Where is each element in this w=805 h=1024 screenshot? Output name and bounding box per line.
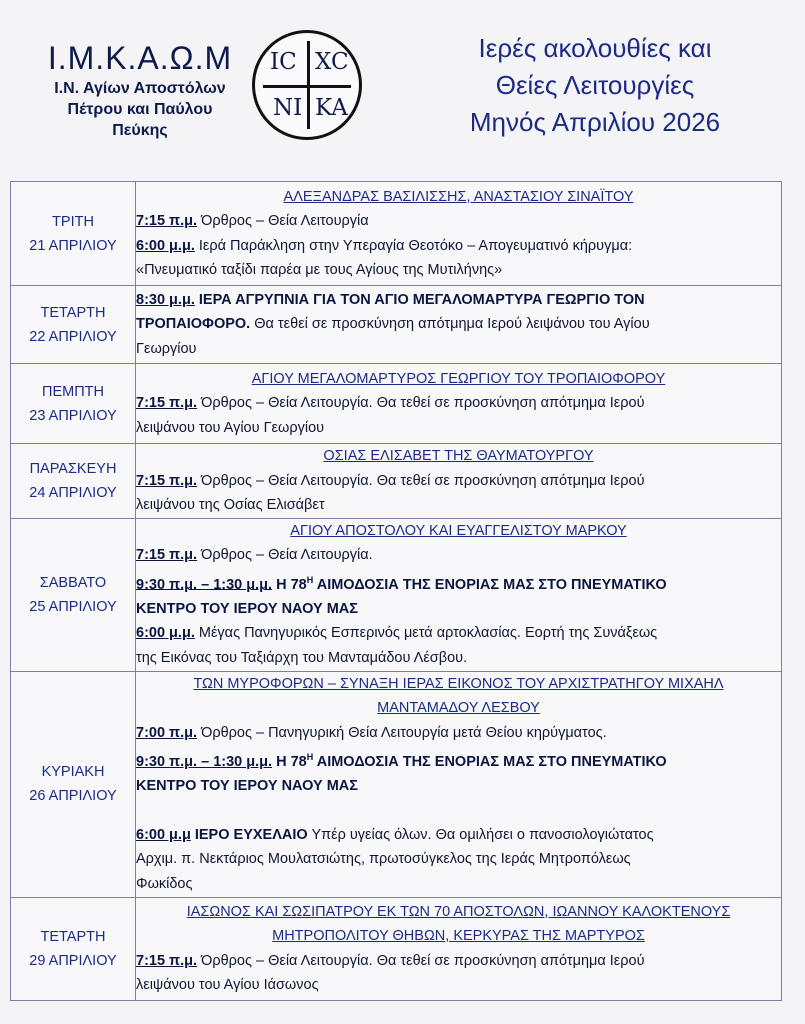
service-title-continued: ΚΕΝΤΡΟ ΤΟΥ ΙΕΡΟΥ ΝΑΟΥ ΜΑΣ [136,600,358,617]
table-row [11,444,782,519]
service-entry [136,543,781,568]
title-line-2: Θείες Λειτουργίες [495,70,695,100]
service-text-continued: της Εικόνας του Ταξιάρχη του Μανταμάδου Λέσβου. [136,649,468,666]
weekday: ΤΕΤΑΡΤΗ [40,304,106,321]
service-time: 9:30 π.μ. – 1:30 μ.μ. [136,753,273,770]
service-text: Θα τεθεί σε προσκύνηση απότμημα Ιερού λειψάνου του Αγίου [250,316,650,333]
weekday: ΤΕΤΑΡΤΗ [40,928,106,945]
service-time: 6:00 μ.μ. [136,237,195,254]
feast-title: ΑΓΙΟΥ ΑΠΟΣΤΟΛΟΥ ΚΑΙ ΕΥΑΓΓΕΛΙΣΤΟΥ ΜΑΡΚΟΥ [290,522,627,539]
service-time: 7:15 π.μ. [136,472,198,489]
services-schedule-table [10,181,782,1001]
ic-xc-nika-seal-icon [252,30,362,140]
date: 21 ΑΠΡΙΛΙΟΥ [29,237,117,254]
seal-text-bottom-left: NI [273,95,303,121]
parish-location: Πεύκης [112,122,168,139]
service-entry [136,949,781,974]
date: 29 ΑΠΡΙΛΙΟΥ [29,952,117,969]
seal-cross-horizontal [263,85,351,88]
feast-title: ΤΩΝ ΜΥΡΟΦΟΡΩΝ – ΣΥΝΑΞΗ ΙΕΡΑΣ ΕΙΚΟΝΟΣ ΤΟΥ ΑΡΧΙΣΤΡΑΤΗΓΟΥ ΜΙΧΑΗΛ [193,675,724,692]
day-cell [11,286,136,364]
table-row [11,671,782,897]
organization-acronym: Ι.Μ.Κ.Α.Ω.Μ [47,40,233,76]
service-title: ΑΙΜΟΔΟΣΙΑ ΤΗΣ ΕΝΟΡΙΑΣ ΜΑΣ ΣΤΟ ΠΝΕΥΜΑΤΙΚΟ [313,576,667,593]
service-text-continued: λειψάνου του Αγίου Γεωργίου [136,419,325,436]
service-time: 6:00 μ.μ. [136,625,195,642]
service-entry [136,209,781,234]
day-cell [11,182,136,286]
service-entry [136,823,781,848]
weekday: ΠΕΜΠΤΗ [41,383,105,400]
organization-block [20,38,260,141]
services-cell [136,444,782,519]
service-entry-continued [136,312,781,337]
services-cell [136,364,782,444]
day-cell [11,671,136,897]
service-title: ΙΕΡΑ ΑΓΡΥΠΝΙΑ ΓΙΑ ΤΟΝ ΑΓΙΟ ΜΕΓΑΛΟΜΑΡΤΥΡΑ ΓΕΩΡΓΙΟ ΤΟΝ [194,291,645,308]
service-text: Όρθρος – Θεία Λειτουργία. Θα τεθεί σε προσκύνηση απότμημα Ιερού [197,472,645,489]
service-text-continued: λειψάνου του Αγίου Ιάσωνος [136,977,319,993]
service-title-continued: ΤΡΟΠΑΙΟΦΟΡΟ. [136,316,251,333]
ordinal-superscript: Η [306,574,314,585]
service-text-continued: Γεωργίου [136,340,197,357]
services-cell [136,518,782,671]
service-time: 9:30 π.μ. – 1:30 μ.μ. [136,576,273,593]
title-line-3: Μηνός Απριλίου 2026 [469,107,721,137]
table-row [11,182,782,286]
feast-title: ΟΣΙΑΣ ΕΛΙΣΑΒΕΤ ΤΗΣ ΘΑΥΜΑΤΟΥΡΓΟΥ [323,448,594,464]
service-text: Όρθρος – Θεία Λειτουργία. Θα τεθεί σε προσκύνηση απότμημα Ιερού [197,395,645,412]
service-entry [136,568,781,597]
service-entry [136,721,781,746]
service-entry [136,469,781,494]
services-cell [136,897,782,1000]
service-text-continued: «Πνευματικό ταξίδι παρέα με τους Αγίους της Μυτιλήνης» [136,262,503,278]
blank-line [136,799,781,823]
weekday: ΣΑΒΒΑΤΟ [39,574,107,591]
service-text: Όρθρος – Πανηγυρική Θεία Λειτουργία μετά Θείου κηρύγματος. [197,724,607,741]
service-entry [136,234,781,259]
parish-name-line-2: Πέτρου και Παύλου [67,101,213,118]
date: 26 ΑΠΡΙΛΙΟΥ [29,788,117,804]
service-title: ΑΙΜΟΔΟΣΙΑ ΤΗΣ ΕΝΟΡΙΑΣ ΜΑΣ ΣΤΟ ΠΝΕΥΜΑΤΙΚΟ [313,753,667,770]
weekday: ΤΡΙΤΗ [52,213,94,230]
seal-text-bottom-right: KA [315,95,348,121]
page-header [0,0,805,170]
service-text-continued: λειψάνου της Οσίας Ελισάβετ [136,497,325,513]
service-entry [136,391,781,416]
services-cell [136,182,782,286]
services-cell [136,286,782,364]
title-line-1: Ιερές ακολουθίες και [478,33,712,63]
feast-title: ΑΛΕΞΑΝΔΡΑΣ ΒΑΣΙΛΙΣΣΗΣ, ΑΝΑΣΤΑΣΙΟΥ ΣΙΝΑΪΤΟΥ [283,188,634,205]
date: 24 ΑΠΡΙΛΙΟΥ [29,484,117,501]
weekday: ΚΥΡΙΑΚΗ [41,764,105,780]
date: 25 ΑΠΡΙΛΙΟΥ [29,598,117,615]
service-text: Υπέρ υγείας όλων. Θα ομιλήσει ο πανοσιολογιώτατος [307,826,654,843]
document-title [400,30,790,141]
service-time: 7:15 π.μ. [136,213,198,229]
date: 23 ΑΠΡΙΛΙΟΥ [29,407,117,424]
service-time: 7:00 π.μ. [136,724,198,741]
service-title: Η 78 [272,576,307,593]
day-cell [11,364,136,444]
day-cell [11,518,136,671]
seal-text-top-left: ΙC [270,49,297,75]
service-entry [136,745,781,774]
service-time: 7:15 π.μ. [136,952,198,969]
day-cell [11,444,136,519]
service-title-continued: ΚΕΝΤΡΟ ΤΟΥ ΙΕΡΟΥ ΝΑΟΥ ΜΑΣ [136,778,358,795]
feast-title-continued: ΜΑΝΤΑΜΑΔΟΥ ΛΕΣΒΟΥ [377,700,540,717]
service-time: 7:15 π.μ. [136,395,198,412]
services-cell [136,671,782,897]
table-row [11,364,782,444]
service-entry [136,288,781,313]
service-text: Όρθρος – Θεία Λειτουργία [197,213,369,229]
service-entry [136,621,781,646]
service-text-continued: Αρχιμ. π. Νεκτάριος Μουλατσιώτης, πρωτοσύγκελος της Ιεράς Μητροπόλεως [136,851,631,868]
service-time: 7:15 π.μ. [136,547,198,564]
service-title: Η 78 [272,753,307,770]
table-row [11,897,782,1000]
service-text: Μέγας Πανηγυρικός Εσπερινός μετά αρτοκλασίας. Εορτή της Συνάξεως [194,625,658,642]
seal-text-top-right: XC [315,49,349,75]
weekday: ΠΑΡΑΣΚΕΥΗ [29,460,117,477]
feast-title: ΑΓΙΟΥ ΜΕΓΑΛΟΜΑΡΤΥΡΟΣ ΓΕΩΡΓΙΟΥ ΤΟΥ ΤΡΟΠΑΙΟΦΟΡΟΥ [251,370,666,387]
table-row [11,286,782,364]
service-time: 8:30 μ.μ. [136,291,195,308]
service-time: 6:00 μ.μ [136,826,191,843]
service-text: Ιερά Παράκληση στην Υπεραγία Θεοτόκο – Απογευματινό κήρυγμα: [194,237,633,254]
day-cell [11,897,136,1000]
parish-name-line-1: Ι.Ν. Αγίων Αποστόλων [54,80,226,97]
ordinal-superscript: Η [306,752,314,763]
feast-title: ΙΑΣΩΝΟΣ ΚΑΙ ΣΩΣΙΠΑΤΡΟΥ ΕΚ ΤΩΝ 70 ΑΠΟΣΤΟΛΩΝ, ΙΩΑΝΝΟΥ ΚΑΛΟΚΤΕΝΟΥΣ [186,903,731,920]
service-title: ΙΕΡΟ ΕΥΧΕΛΑΙΟ [190,826,308,843]
service-text-continued: Φωκίδος [136,875,193,892]
table-row [11,518,782,671]
service-text: Όρθρος – Θεία Λειτουργία. Θα τεθεί σε προσκύνηση απότμημα Ιερού [197,952,645,969]
date: 22 ΑΠΡΙΛΙΟΥ [29,328,117,345]
feast-title-continued: ΜΗΤΡΟΠΟΛΙΤΟΥ ΘΗΒΩΝ, ΚΕΡΚΥΡΑΣ ΤΗΣ ΜΑΡΤΥΡΟΣ [272,928,645,944]
service-text: Όρθρος – Θεία Λειτουργία. [197,547,373,564]
